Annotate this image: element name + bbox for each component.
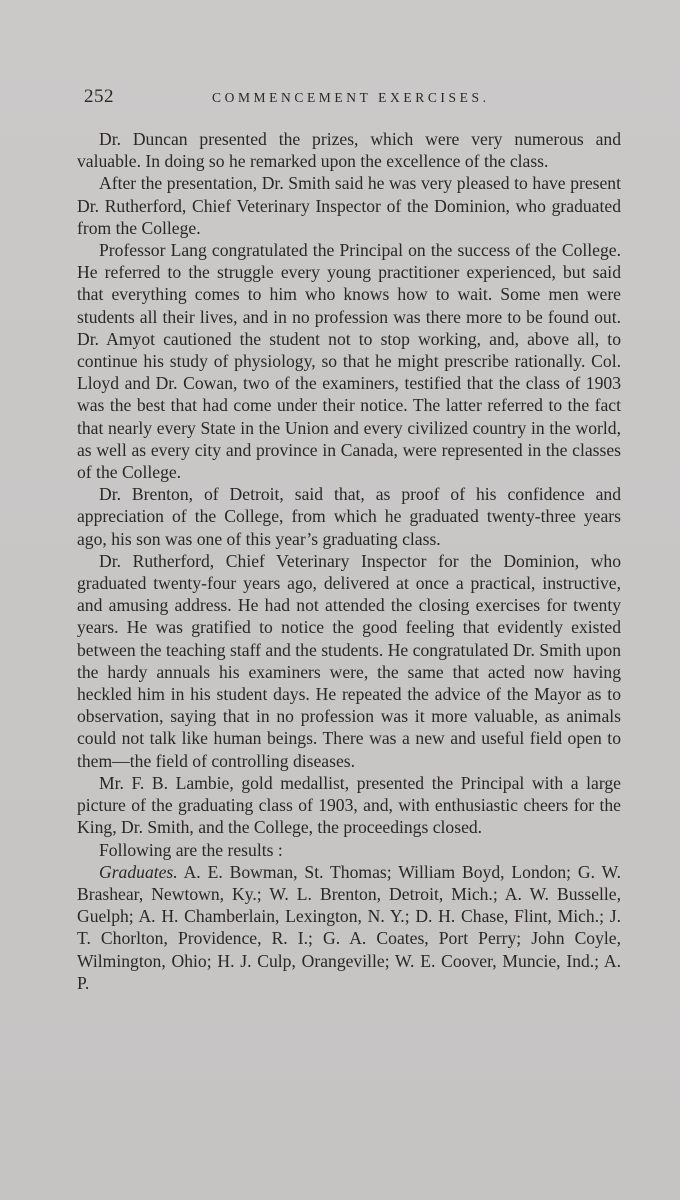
body-text: [77, 128, 621, 994]
paragraph-presentation: After the presentation, Dr. Smith said he was very pleased to have present Dr. Rutherford, Chief Veterinary Inspector of the Dominion, who graduated from the College.: [77, 173, 621, 238]
running-head: COMMENCEMENT EXERCISES.: [212, 90, 490, 105]
paragraph-professor-lang: Professor Lang congratulated the Principal on the success of the College. He referred to the struggle every young practitioner experienced, but said that everything comes to him who knows how to wait. Some men were students all their lives, and in no profession was there more to be found out. Dr. Amyot cautioned the student not to stop working, and, above all, to continue his study of physiology, so that he might prescribe rationally. Col. Lloyd and Dr. Cowan, two of the examiners, testified that the class of 1903 was the best that had come under their notice. The latter referred to the fact that nearly every State in the Union and every civilized country in the world, as well as every city and province in Canada, were represented in the classes of the College.: [77, 240, 621, 483]
paragraph-graduates: [77, 861, 621, 994]
paragraph-dr-rutherford: Dr. Rutherford, Chief Veterinary Inspector for the Dominion, who graduated twenty-four years ago, delivered at once a practical, instructive, and amusing address. He had not attended the closing exercises for twenty years. He was gratified to notice the good feeling that evidently existed between the teaching staff and the students. He congratulated Dr. Smith upon the hardy annuals his examiners were, the same that acted now having heckled him in his student days. He repeated the advice of the Mayor as to observation, saying that in no profession was it more valuable, as animals could not talk like human beings. There was a new and useful field open to them—the field of controlling diseases.: [77, 550, 621, 771]
paragraph-dr-brenton: Dr. Brenton, of Detroit, said that, as proof of his confidence and appreciation of the College, from which he graduated twenty-three years ago, his son was one of this year’s graduating class.: [77, 484, 621, 549]
page-number: 252: [84, 86, 114, 107]
paragraph-lambie: Mr. F. B. Lambie, gold medallist, presented the Principal with a large picture of the graduating class of 1903, and, with enthusiastic cheers for the King, Dr. Smith, and the College, the proceedings closed.: [77, 772, 621, 838]
graduates-label: Graduates.: [99, 861, 178, 882]
paragraph-results-intro: Following are the results :: [99, 839, 283, 860]
paragraph-prizes: Dr. Duncan presented the prizes, which were very numerous and valuable. In doing so he remarked upon the excellence of the class.: [77, 129, 621, 172]
page-header: [84, 86, 624, 110]
graduates-list: A. E. Bowman, St. Thomas; William Boyd, London; G. W. Brashear, Newtown, Ky.; W. L. Brenton, Detroit, Mich.; A. W. Busselle, Guelph; A. H. Chamberlain, Lexington, N. Y.; D. H. Chase, Flint, Mich.; J. T. Chorlton, Providence, R. I.; G. A. Coates, Port Perry; John Coyle, Wilmington, Ohio; H. J. Culp, Orangeville; W. E. Coover, Muncie, Ind.; A. P.: [77, 861, 621, 993]
